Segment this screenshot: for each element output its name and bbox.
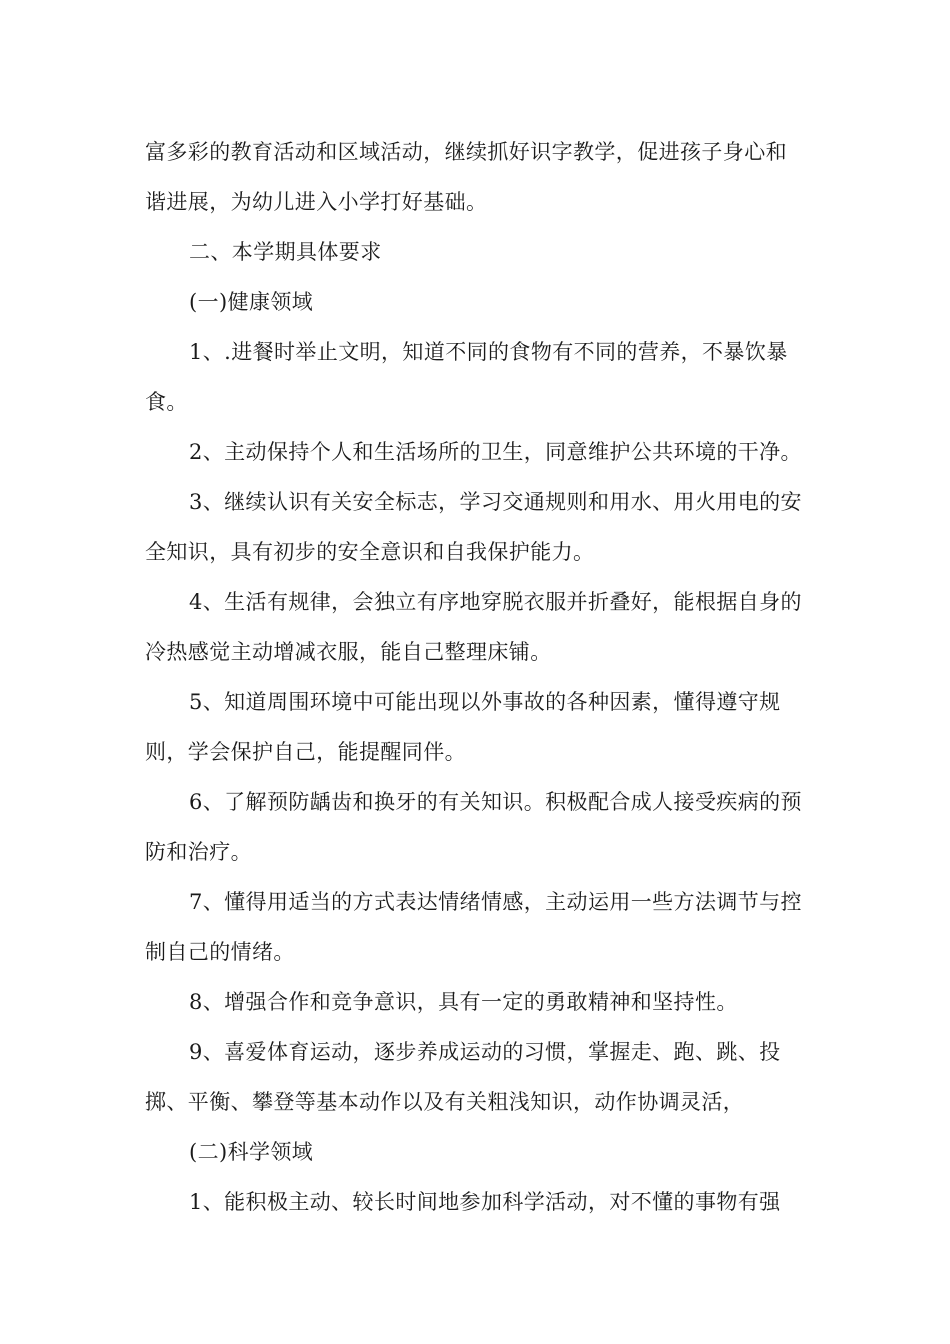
list-item-health-4: 4、生活有规律，会独立有序地穿脱衣服并折叠好，能根据自身的冷热感觉主动增减衣服，能自己整理床铺。	[145, 590, 802, 664]
paragraph-continuation: 富多彩的教育活动和区域活动，继续抓好识字教学，促进孩子身心和谐进展，为幼儿进入小学打好基础。	[145, 140, 787, 214]
subsection-heading-health: (一)健康领域	[189, 290, 314, 314]
list-item-health-3: 3、继续认识有关安全标志，学习交通规则和用水、用火用电的安全知识，具有初步的安全意识和自我保护能力。	[145, 490, 802, 564]
list-item-science-1: 1、能积极主动、较长时间地参加科学活动，对不懂的事物有强	[189, 1190, 781, 1214]
subsection-heading-science: (二)科学领域	[189, 1140, 314, 1164]
list-item-health-7: 7、懂得用适当的方式表达情绪情感，主动运用一些方法调节与控制自己的情绪。	[145, 890, 802, 964]
list-item-health-2: 2、主动保持个人和生活场所的卫生，同意维护公共环境的干净。	[189, 440, 802, 464]
list-item-health-5: 5、知道周围环境中可能出现以外事故的各种因素，懂得遵守规则，学会保护自己，能提醒同伴。	[145, 690, 781, 764]
list-item-health-8: 8、增强合作和竞争意识，具有一定的勇敢精神和坚持性。	[189, 990, 738, 1014]
list-item-health-6: 6、了解预防龋齿和换牙的有关知识。积极配合成人接受疾病的预防和治疗。	[145, 790, 802, 864]
list-item-health-1: 1、.进餐时举止文明，知道不同的食物有不同的营养，不暴饮暴食。	[145, 340, 788, 414]
list-item-health-9: 9、喜爱体育运动，逐步养成运动的习惯，掌握走、跑、跳、投掷、平衡、攀登等基本动作以及有关粗浅知识，动作协调灵活，	[145, 1040, 781, 1114]
document-body	[145, 127, 807, 1227]
section-heading-requirements: 二、本学期具体要求	[189, 240, 382, 264]
